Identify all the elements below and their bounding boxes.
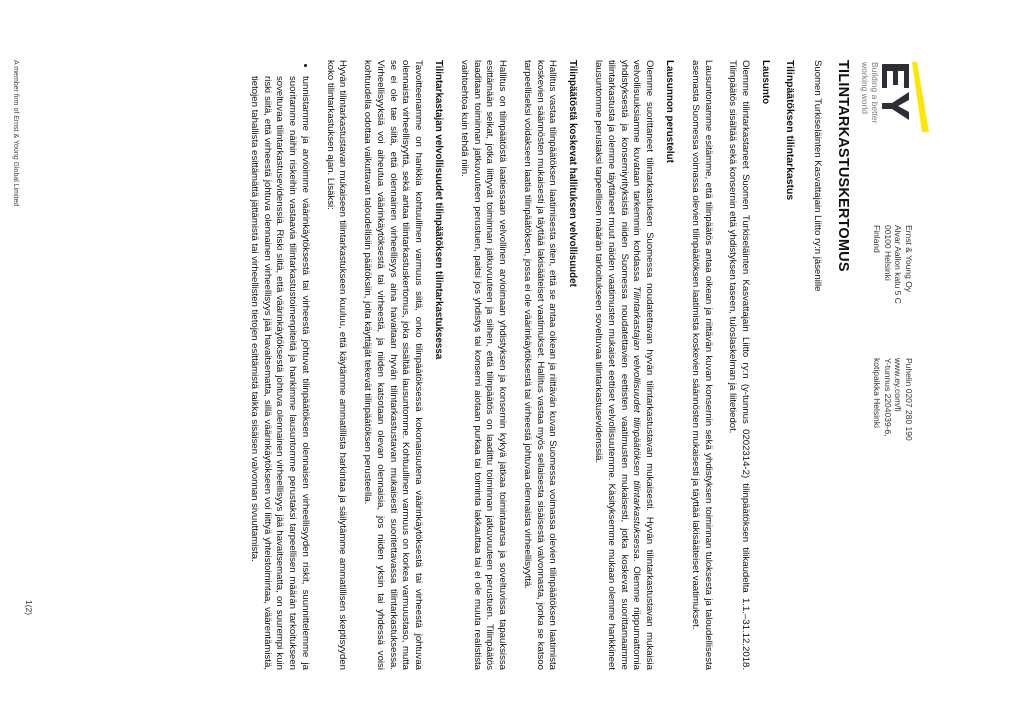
report-body xyxy=(247,60,852,670)
tilintarkastaja-list xyxy=(247,60,311,670)
hallitus-paragraph-2: Hallitus on tilinpäätöstä laatiessaan velvollinen arvioimaan yhdistyksen ja konsernin kykyä jatkaa toimintaansa ja soveltuvissa tapauksissa esittämään seikat, jotka liittyvät toiminnan jatkuvuuteen ja siihen, että tilinpäätös on laadittu toiminnan jatkuvuuteen perustuen. Tilinpäätös laaditaan toiminnan jatkuvuuteen perustuen, paitsi jos yhdistys tai konserni aiotaan purkaa tai toiminta lakkauttaa tai ei ole muuta realistista vaihtoehtoa kuin tehdä niin. xyxy=(458,60,509,670)
ey-logo-mark xyxy=(881,62,929,132)
lausunto-heading: Lausunto xyxy=(760,60,772,105)
ey-logo xyxy=(860,62,929,132)
hallitus-heading: Tilinpäätöstä koskevat hallituksen velvollisuudet xyxy=(567,60,579,287)
logo-tagline: Building a better working world xyxy=(860,62,880,124)
perustelut-emphasis: Tilintarkastajan velvollisuudet tilinpäätöksen tilintarkastuksessa xyxy=(631,285,643,559)
lausunto-paragraph-1: Olemme tilintarkastaneet Suomen Turkiseläinten Kasvattajain Liitto ry:n (y-tunnus 0202314-2) tilinpäätöksen tilikaudelta 1.1.–31.12.2018. Tilinpäätös sisältää sekä konsernin että yhdistyksen taseen, tuloslaskelman ja liitetiedot. xyxy=(727,60,752,670)
company-contact: Puhelin 0207 280 190 www.ey.com/fi Y-tunnus 2204039-6, kotipaikka Helsinki xyxy=(872,358,914,441)
hallitus-paragraph-1: Hallitus vastaa tilinpäätöksen laatimisesta siten, että se antaa oikean ja riittävän kuvan Suomessa voimassa olevien tilinpäätöksen laatimista koskevien säännösten mukaisesti ja täyttää lakisääteiset vaatimukset. Hallitus vastaa myös sellaisesta sisäisestä valvonnasta, jonka se katsoo tarpeelliseksi voidakseen laatia tilinpäätöksen, jossa ei ole väärinkäytöksestä tai virheestä johtuvaa olennaista virheellisyyttä. xyxy=(521,60,559,670)
tilintarkastaja-paragraph-2: Hyvän tilintarkastustavan mukaiseen tilintarkastukseen kuuluu, että käytämme ammatillista harkintaa ja säilytämme ammatillisen skeptisyyden koko tilintarkastuksen ajan. Lisäksi: xyxy=(324,60,349,670)
perustelut-paragraph: Olemme suorittaneet tilintarkastuksen Suomessa noudatettavan hyvän tilintarkastustavan mukaisesti. Hyvän tilintarkastustavan mukaisia velvollisuuksiamme kuvataan tarkemmin kohdassa Tilintarkastajan velvollisuudet tilinpäätöksen tilintarkastuksessa. Olemme riippumattomia yhdistyksestä ja konserniyrityksistä niiden Suomessa noudatettavien eettisten vaatimusten mukaisesti, jotka koskevat suorittamaamme tilintarkastusta ja olemme täyttäneet muut näiden vaatimusten mukaiset eettiset velvollisuutemme. Käsityksemme mukaan olemme hankkineet lausuntomme perustaksi tarpeellisen määrän tarkoitukseen soveltuvaa tilintarkastusevidenssiä. xyxy=(593,60,656,670)
list-item: • tunnistamme ja arvioimme väärinkäytöksestä tai virheestä johtuvat tilinpäätöksen olennaisen virheellisyyden riskit, suunnittelemme ja suoritamme näihin riskeihin vastaavia tilintarkastustoimenpiteitä ja hankimme lausuntomme perustaksi tarpeellisen määrän tarkoitukseen soveltuvaa tilintarkastusevidenssiä. Riski siitä, että väärinkäytöksestä johtuva olennainen virheellisyys jää havaitsematta, on suurempi kuin riski siitä, että virheestä johtuva olennainen virheellisyys jää havaitsematta, sillä väärinkäytökseen voi liittyä yhteistoimintaa, väärentämistä, tietojen tahallista esittämättä jättämistä tai virheellisten tietojen esittämistä taikka sisäisen valvonnan sivuuttamista. xyxy=(247,76,311,670)
tilintarkastaja-heading: Tilintarkastajan velvollisuudet tilinpäätöksen tilintarkastuksessa xyxy=(433,60,445,360)
recipient-line: Suomen Turkiseläinten Kasvattajain Liitto ry:n jäsenille xyxy=(811,60,823,292)
perustelut-heading: Lausunnon perustelut xyxy=(664,60,676,163)
tilintarkastaja-paragraph-1: Tavoitteenamme on hankkia kohtuullinen varmuus siitä, onko tilinpäätöksessä kokonaisuutena väärinkäytöksestä tai virheestä johtuvaa olennaista virheellisyyttä, sekä antaa tilintarkastuskertomus, joka sisältää lausuntomme. Kohtuullinen varmuus on korkea varmuustaso, mutta se ei ole tae siitä, että olennainen virheellisyys aina havaitaan hyvän tilintarkastustavan mukaisesti suoritettavassa tilintarkastuksessa. Virheellisyyksiä voi aiheutua väärinkäytöksestä tai virheestä, ja niiden katsotaan olevan olennaisia, jos niiden yksin tai yhdessä voisi kohtuudella odottaa vaikuttavan taloudellisiin päätöksiin, joita käyttäjät tekevät tilinpäätöksen perusteella. xyxy=(362,60,425,670)
company-address: Ernst & Young Oy Alvar Aallon katu 5 C 00100 Helsinki Finland xyxy=(872,225,914,304)
footer-member-firm: A member firm of Ernst & Young Global Limited xyxy=(12,60,19,207)
lausunto-paragraph-2: Lausuntonamme esitämme, että tilinpäätös antaa oikean ja riittävän kuvan konsernin sekä yhdistyksen toiminnan tuloksesta ja taloudellisesta asemasta Suomessa voimassa olevien tilinpäätöksen laatimista koskevien säännösten mukaisesti ja täyttää lakisääteiset vaatimukset. xyxy=(689,60,714,670)
page-number: 1(2) xyxy=(24,600,34,616)
section-heading: Tilinpäätöksen tilintarkastus xyxy=(783,60,795,201)
report-title: TILINTARKASTUSKERTOMUS xyxy=(835,60,851,272)
